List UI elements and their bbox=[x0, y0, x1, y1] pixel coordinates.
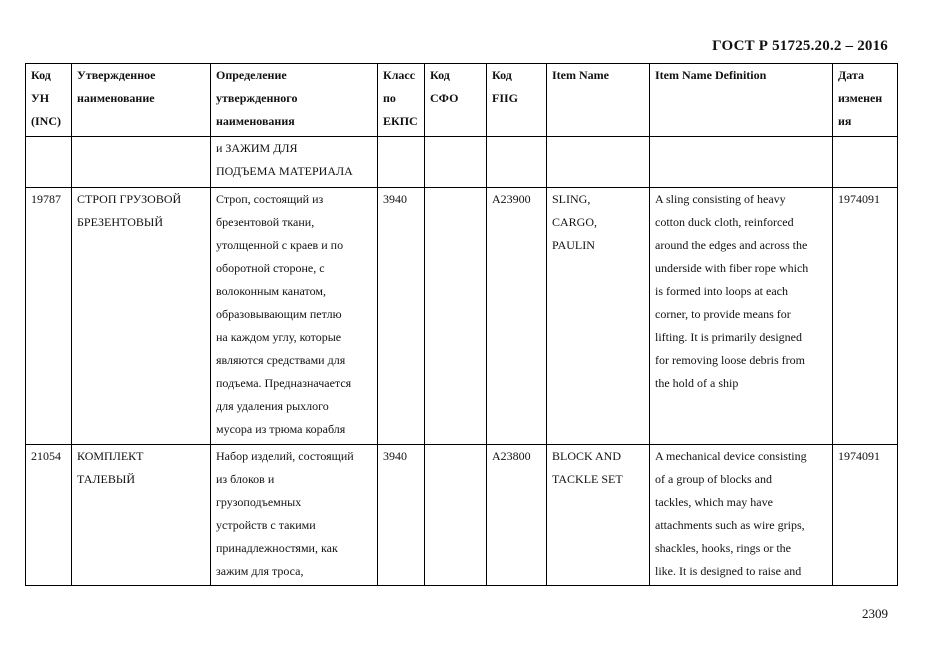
cell-approved-name: СТРОП ГРУЗОВОЙ БРЕЗЕНТОВЫЙ bbox=[72, 188, 211, 445]
table-row-continuation bbox=[26, 137, 898, 188]
cell-sfo-code bbox=[425, 188, 487, 445]
cell-definition: Набор изделий, состоящий из блоков и грузоподъемных устройств с такими принадлежностями, как зажим для троса, bbox=[211, 445, 378, 586]
cell-inc: 19787 bbox=[26, 188, 72, 445]
cell-approved-name: КОМПЛЕКТ ТАЛЕВЫЙ bbox=[72, 445, 211, 586]
cell-item-definition: A mechanical device consisting of a group of blocks and tackles, which may have attachments such as wire grips, shackles, hooks, rings or the like. It is designed to raise and bbox=[650, 445, 833, 586]
column-header-change-date: Дата изменен ия bbox=[833, 64, 898, 137]
cell bbox=[547, 137, 650, 188]
document-header: ГОСТ Р 51725.20.2 – 2016 bbox=[712, 38, 888, 54]
table-row bbox=[26, 188, 898, 445]
column-header-approved-name: Утвержденное наименование bbox=[72, 64, 211, 137]
table-header-row bbox=[26, 64, 898, 137]
page-number: 2309 bbox=[862, 606, 888, 621]
cell-change-date: 1974091 bbox=[833, 445, 898, 586]
column-header-item-name: Item Name bbox=[547, 64, 650, 137]
cell-inc: 21054 bbox=[26, 445, 72, 586]
cell-fiig-code: A23800 bbox=[487, 445, 547, 586]
column-header-inc: Код УН (INC) bbox=[26, 64, 72, 137]
cell-change-date: 1974091 bbox=[833, 188, 898, 445]
cell-fiig-code: A23900 bbox=[487, 188, 547, 445]
cell bbox=[378, 137, 425, 188]
column-header-fiig-code: Код FIIG bbox=[487, 64, 547, 137]
cell-item-name: BLOCK AND TACKLE SET bbox=[547, 445, 650, 586]
cell-item-name: SLING, CARGO, PAULIN bbox=[547, 188, 650, 445]
column-header-ekps-class: Класс по ЕКПС bbox=[378, 64, 425, 137]
table-row bbox=[26, 445, 898, 586]
cell bbox=[26, 137, 72, 188]
items-table bbox=[25, 63, 898, 586]
cell bbox=[425, 137, 487, 188]
cell bbox=[72, 137, 211, 188]
cell bbox=[487, 137, 547, 188]
column-header-sfo-code: Код СФО bbox=[425, 64, 487, 137]
cell-sfo-code bbox=[425, 445, 487, 586]
cell-definition: Строп, состоящий из брезентовой ткани, утолщенной с краев и по оборотной стороне, с волоконным канатом, образовывающим петлю на каждом углу, которые являются средствами для подъема. Предназначается для удаления рыхлого мусора из трюма корабля bbox=[211, 188, 378, 445]
cell-item-definition: A sling consisting of heavy cotton duck cloth, reinforced around the edges and across the underside with fiber rope which is formed into loops at each corner, to provide means for lifting. It is primarily designed for removing loose debris from the hold of a ship bbox=[650, 188, 833, 445]
cell bbox=[833, 137, 898, 188]
cell-ekps-class: 3940 bbox=[378, 188, 425, 445]
cell bbox=[650, 137, 833, 188]
column-header-definition: Определение утвержденного наименования bbox=[211, 64, 378, 137]
column-header-item-definition: Item Name Definition bbox=[650, 64, 833, 137]
cell-definition: и ЗАЖИМ ДЛЯ ПОДЪЕМА МАТЕРИАЛА bbox=[211, 137, 378, 188]
cell-ekps-class: 3940 bbox=[378, 445, 425, 586]
